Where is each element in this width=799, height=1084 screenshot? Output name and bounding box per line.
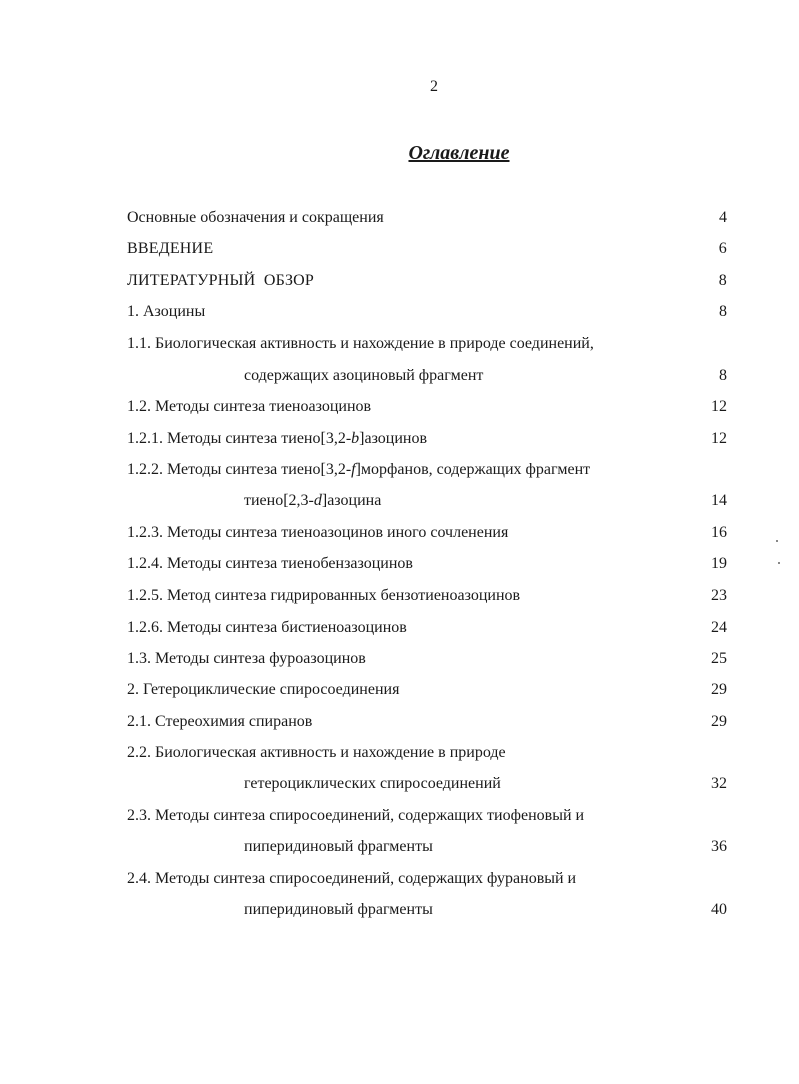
toc-entry-continuation[interactable] [244, 898, 727, 922]
toc-entry-title: ВВЕДЕНИЕ [127, 240, 214, 257]
toc-entry-title [127, 427, 427, 451]
toc-entry[interactable] [127, 741, 727, 765]
toc-entry-title: 2.1. Стереохимия спиранов [127, 713, 313, 730]
toc-entry-page: 40 [711, 901, 727, 918]
toc-entry[interactable] [127, 804, 727, 828]
toc-entry-title-part: ]азоцинов [359, 430, 428, 447]
toc-entry-page: 19 [711, 555, 727, 572]
toc-entry-title-part: ]азоцина [321, 492, 382, 509]
toc-entry-title: 2.2. Биологическая активность и нахождение в природе [127, 744, 506, 761]
toc-entry-title: 1.1. Биологическая активность и нахождение в природе соединений, [127, 335, 594, 352]
toc-entry-title: 2.4. Методы синтеза спиросоединений, содержащих фурановый и [127, 870, 577, 887]
toc-entry-title: 1.3. Методы синтеза фуроазоцинов [127, 650, 366, 667]
toc-entry-page: 12 [711, 398, 727, 415]
toc-entry[interactable] [127, 616, 727, 640]
toc-entry-title: 1.2.5. Метод синтеза гидрированных бензотиеноазоцинов [127, 587, 521, 604]
toc-entry-continuation[interactable] [244, 835, 727, 859]
toc-entry-page: 6 [718, 240, 727, 257]
toc-entry-page: 25 [711, 650, 727, 667]
toc-entry[interactable] [127, 427, 727, 451]
toc-entry[interactable] [127, 552, 727, 576]
toc-entry[interactable] [127, 237, 727, 261]
toc-entry-title: 1.2.4. Методы синтеза тиенобензазоцинов [127, 555, 413, 572]
toc-entry[interactable] [127, 647, 727, 671]
toc-entry-title: 1.2. Методы синтеза тиеноазоцинов [127, 398, 372, 415]
toc-entry-page: 24 [711, 619, 727, 636]
toc-entry-page: 12 [711, 430, 727, 447]
toc-entry-title: 1.2.3. Методы синтеза тиеноазоцинов иного сочленения [127, 524, 509, 541]
toc-entry[interactable] [127, 395, 727, 419]
toc-entry-continuation[interactable] [244, 364, 727, 388]
page-title: Оглавление [408, 142, 510, 164]
toc-entry[interactable] [127, 710, 727, 734]
toc-entry-page: 23 [711, 587, 727, 604]
toc-entry-page: 16 [711, 524, 727, 541]
scan-artifact [778, 562, 780, 564]
toc-entry-title-part: 1.2.1. Методы синтеза тиено[3,2- [127, 430, 352, 447]
toc-entry-title: Основные обозначения и сокращения [127, 209, 384, 226]
toc-entry-title-italic: b [351, 430, 360, 447]
toc-entry-title: 2. Гетероциклические спиросоединения [127, 681, 400, 698]
toc-entry[interactable] [127, 206, 727, 230]
toc-entry-page: 8 [719, 367, 727, 384]
toc-entry-title-italic: f [351, 461, 356, 478]
toc-entry-continuation[interactable] [244, 772, 727, 796]
scan-artifact [776, 540, 778, 542]
toc-entry-page: 29 [711, 681, 727, 698]
toc-entry-title: 2.3. Методы синтеза спиросоединений, содержащих тиофеновый и [127, 807, 585, 824]
toc-entry-page: 4 [719, 209, 727, 226]
toc-entry[interactable] [127, 332, 727, 356]
toc-entry[interactable] [127, 678, 727, 702]
toc-entry-title-italic: d [313, 492, 322, 509]
toc-entry-page: 36 [711, 838, 727, 855]
toc-entry-page: 32 [711, 775, 727, 792]
toc-entry-title: пиперидиновый фрагменты [244, 838, 433, 855]
toc-entry-title: 1. Азоцины [127, 303, 206, 320]
toc-entry-page: 8 [718, 272, 727, 289]
toc-entry-title [127, 458, 590, 482]
toc-entry[interactable] [127, 867, 727, 891]
toc-entry[interactable] [127, 521, 727, 545]
toc-entry-title: 1.2.6. Методы синтеза бистиеноазоцинов [127, 619, 407, 636]
toc-entry-title: гетероциклических спиросоединений [244, 775, 501, 792]
toc-entry-title-part: тиено[2,3- [244, 492, 314, 509]
toc-entry[interactable] [127, 458, 727, 482]
page-number: 2 [430, 78, 438, 95]
toc-entry-title: ЛИТЕРАТУРНЫЙ ОБЗОР [127, 272, 315, 289]
toc-entry[interactable] [127, 269, 727, 293]
toc-entry-page: 14 [711, 492, 727, 509]
toc-entry-page: 8 [719, 303, 727, 320]
toc-entry[interactable] [127, 584, 727, 608]
toc-entry-title-part: 1.2.2. Методы синтеза тиено[3,2- [127, 461, 352, 478]
toc-entry-title: содержащих азоциновый фрагмент [244, 367, 484, 384]
toc-entry-title: пиперидиновый фрагменты [244, 901, 433, 918]
toc-entry-title-part: ]морфанов, содержащих фрагмент [355, 461, 591, 478]
toc-entry[interactable] [127, 300, 727, 324]
toc-entry-page: 29 [711, 713, 727, 730]
toc-entry-continuation[interactable] [244, 489, 727, 513]
toc-entry-title [244, 489, 381, 513]
